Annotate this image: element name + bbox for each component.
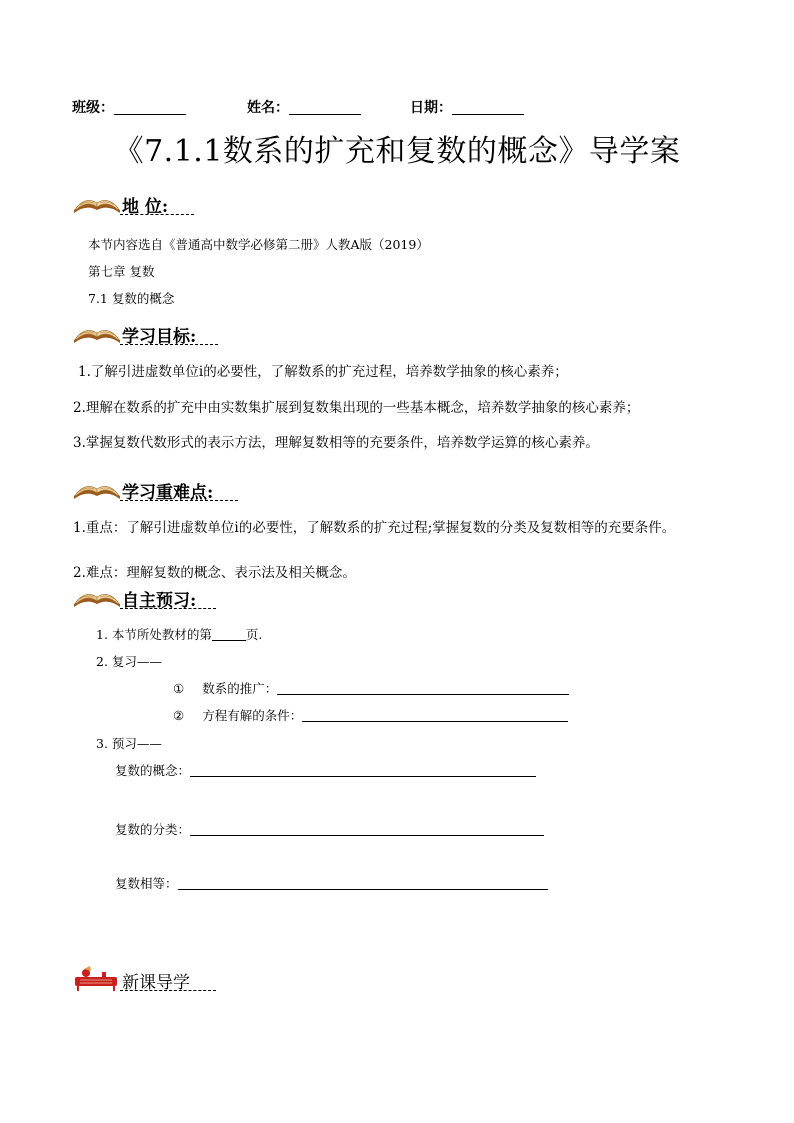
- page-title: 《7.1.1数系的扩充和复数的概念》导学案: [113, 134, 681, 169]
- concept-label: 复数的概念：: [115, 763, 191, 778]
- concept-row: [115, 761, 536, 779]
- circled-number: ②: [173, 708, 185, 723]
- goal-item: 3.掌握复数代数形式的表示方法，理解复数相等的充要条件，培养数学运算的核心素养。: [73, 435, 599, 451]
- open-book-icon: [72, 584, 122, 610]
- classify-row: [115, 820, 544, 838]
- section-underline: [120, 214, 194, 215]
- classify-blank[interactable]: [190, 822, 544, 836]
- goal-item: 1.了解引进虚数单位i的必要性，了解数系的扩充过程，培养数学抽象的核心素养；: [78, 364, 568, 380]
- section-underline: [120, 344, 218, 345]
- section-underline: [120, 608, 216, 609]
- open-book-icon: [72, 476, 122, 502]
- sub-1-label: 数系的推广：: [202, 681, 278, 696]
- number-system-blank[interactable]: [277, 681, 569, 695]
- preview-sub-2: [173, 706, 568, 724]
- open-book-icon: [72, 320, 122, 346]
- section-position: [72, 190, 272, 216]
- section-key-points: [72, 476, 272, 502]
- equal-blank[interactable]: [178, 876, 548, 890]
- section-title: 学习目标:: [122, 327, 197, 347]
- section-goals: [72, 320, 272, 346]
- date-blank[interactable]: [452, 100, 524, 115]
- class-blank[interactable]: [114, 100, 186, 115]
- position-line: 7.1 复数的概念: [88, 291, 175, 306]
- preview-item-1-suffix: 页.: [245, 627, 263, 642]
- page-number-blank[interactable]: [212, 627, 246, 641]
- equation-solution-blank[interactable]: [302, 708, 568, 722]
- section-underline: [120, 500, 238, 501]
- preview-item-3: 3. 预习——: [96, 736, 162, 751]
- open-book-icon: [72, 190, 122, 216]
- preview-sub-1: [173, 679, 569, 697]
- section-title: 地 位:: [122, 197, 169, 217]
- date-label: 日期：: [410, 100, 452, 116]
- concept-blank[interactable]: [190, 763, 536, 777]
- preview-item-2: 2. 复习——: [96, 654, 162, 669]
- equal-row: [115, 874, 548, 892]
- position-line: 第七章 复数: [88, 264, 155, 279]
- circled-number: ①: [173, 681, 185, 696]
- name-label: 姓名：: [247, 100, 289, 116]
- class-field: [72, 97, 186, 117]
- red-banner-icon: [72, 966, 120, 992]
- position-line: 本节内容选自《普通高中数学必修第二册》人教A版（2019）: [88, 237, 429, 252]
- equal-label: 复数相等：: [115, 876, 178, 891]
- key-point-item: 1.重点：了解引进虚数单位i的必要性，了解数系的扩充过程;掌握复数的分类及复数相等的充要条件。: [73, 520, 676, 536]
- date-field: [410, 97, 524, 117]
- name-field: [247, 97, 361, 117]
- section-preview: [72, 584, 272, 610]
- preview-item-1: [96, 625, 262, 643]
- section-title: 学习重难点:: [122, 483, 214, 503]
- goal-item: 2.理解在数系的扩充中由实数集扩展到复数集出现的一些基本概念，培养数学抽象的核心素养；: [73, 400, 640, 416]
- section-new-lesson: [72, 966, 272, 992]
- class-label: 班级：: [72, 100, 114, 116]
- key-point-item: 2.难点：理解复数的概念、表示法及相关概念。: [73, 565, 356, 581]
- section-title: 自主预习:: [122, 591, 197, 611]
- sub-2-label: 方程有解的条件：: [202, 708, 303, 723]
- name-blank[interactable]: [289, 100, 361, 115]
- section-title: 新课导学: [122, 973, 190, 993]
- preview-item-1-prefix: 1. 本节所处教材的第: [96, 627, 212, 642]
- section-underline: [120, 990, 216, 991]
- classify-label: 复数的分类：: [115, 822, 191, 837]
